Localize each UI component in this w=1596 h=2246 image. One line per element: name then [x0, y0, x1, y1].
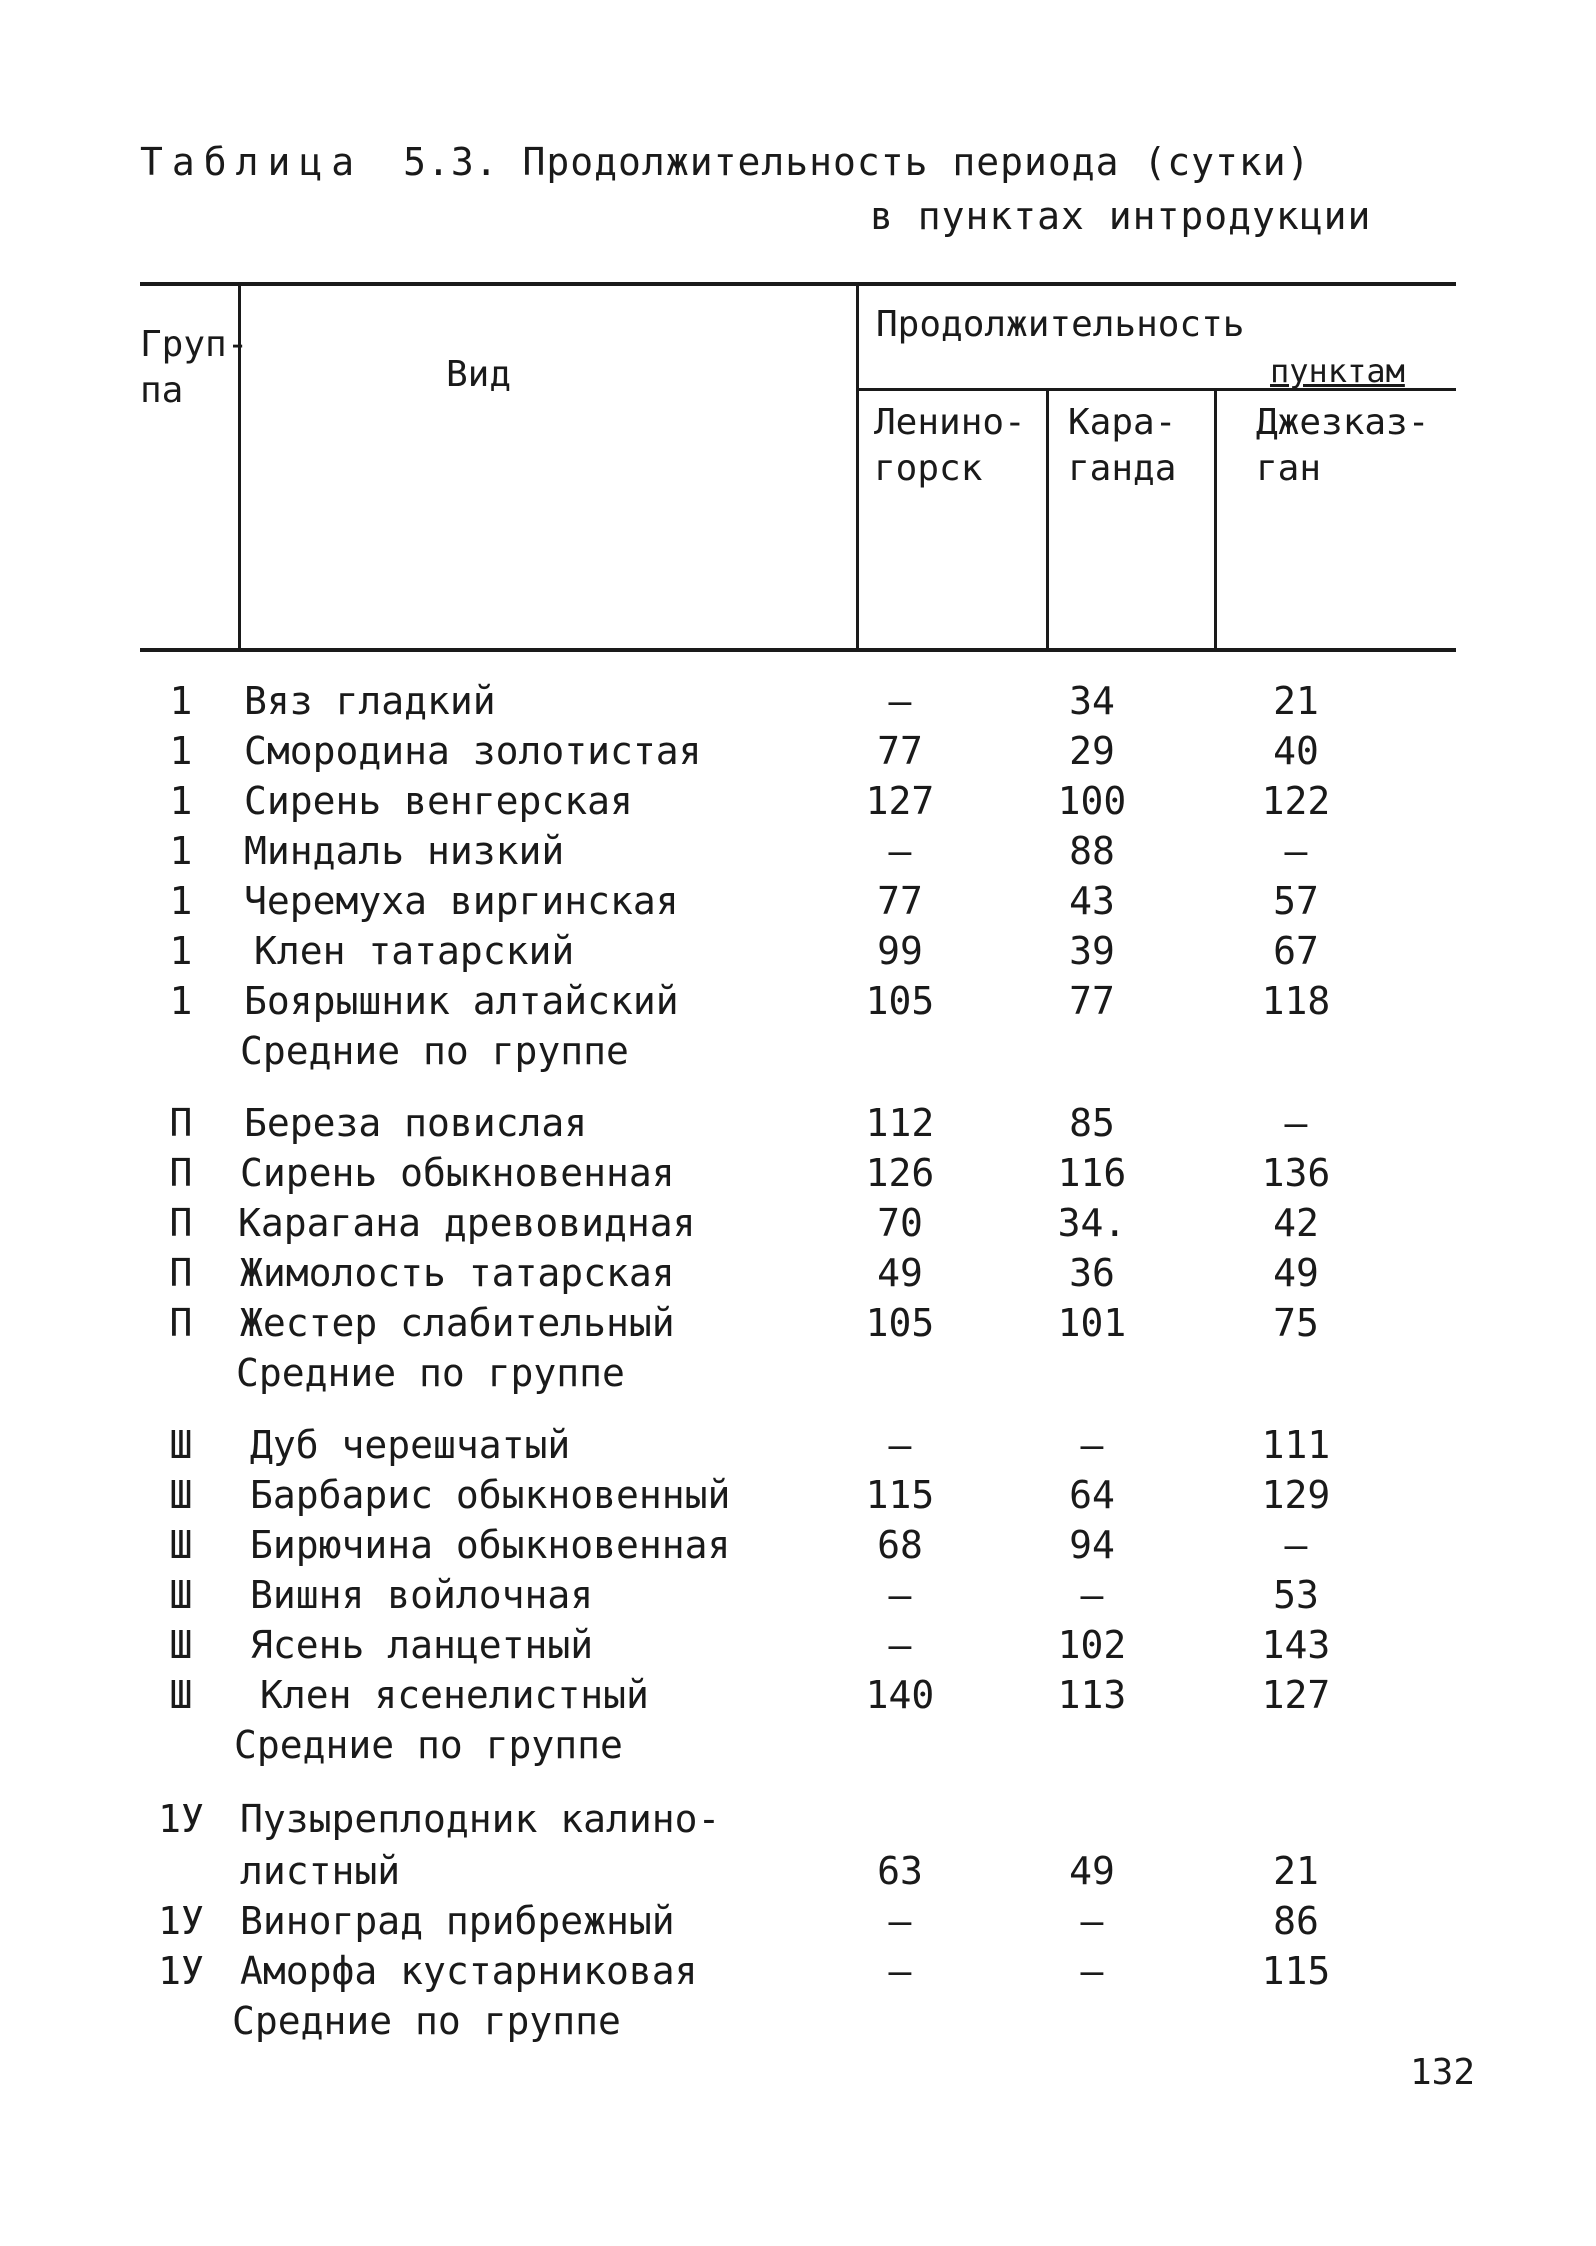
row-group: Ш — [169, 1523, 193, 1567]
row-species: Виноград прибрежный — [240, 1899, 675, 1943]
row-value-location-2: 116 — [1057, 1151, 1127, 1195]
row-value-location-1: 63 — [877, 1849, 923, 1893]
row-value-location-3: – — [1284, 1523, 1308, 1567]
row-value-location-3: 67 — [1273, 929, 1319, 973]
row-value-location-1: 105 — [865, 979, 935, 1023]
row-species: Сирень венгерская — [244, 779, 633, 823]
row-species: Ясень ланцетный — [250, 1623, 594, 1667]
caption-title-continued: в пунктах интродукции — [870, 194, 1372, 238]
row-value-location-3: 143 — [1261, 1623, 1331, 1667]
row-species: Клен ясенелистный — [260, 1673, 649, 1717]
row-group: 1 — [169, 779, 193, 823]
row-species: Жестер слабительный — [240, 1301, 675, 1345]
header-location-3: Джезказ- ган — [1256, 402, 1430, 489]
header-divider-loc-1 — [1046, 390, 1049, 648]
row-value-location-3: 111 — [1261, 1423, 1331, 1467]
row-species: Смородина золотистая — [244, 729, 702, 773]
header-species: Вид — [446, 354, 512, 395]
row-value-location-1: 140 — [865, 1673, 935, 1717]
row-value-location-3: 129 — [1261, 1473, 1331, 1517]
row-value-location-1: – — [888, 1573, 912, 1617]
row-value-location-3: 115 — [1261, 1949, 1331, 1993]
row-group: Ш — [169, 1573, 193, 1617]
row-value-location-2: 36 — [1069, 1251, 1115, 1295]
header-bottom-rule — [140, 648, 1456, 652]
header-duration-continued: пунктам — [1270, 352, 1405, 390]
row-value-location-1: – — [888, 1949, 912, 1993]
header-duration: Продолжительность — [876, 304, 1245, 345]
row-species: листный — [240, 1849, 401, 1893]
row-group: Ш — [169, 1673, 193, 1717]
row-group: П — [169, 1201, 193, 1245]
row-value-location-1: – — [888, 1423, 912, 1467]
row-group: 1 — [169, 879, 193, 923]
row-value-location-2: – — [1080, 1949, 1104, 1993]
row-species: Пузыреплодник калино- — [240, 1797, 721, 1841]
header-group: Груп- па — [140, 324, 249, 411]
row-species: Средние по группе — [236, 1351, 625, 1395]
row-value-location-1: – — [888, 829, 912, 873]
row-value-location-1: 105 — [865, 1301, 935, 1345]
row-value-location-2: – — [1080, 1573, 1104, 1617]
row-value-location-3: 136 — [1261, 1151, 1331, 1195]
row-species: Аморфа кустарниковая — [240, 1949, 698, 1993]
header-divider-species — [856, 286, 859, 648]
row-group: П — [169, 1301, 193, 1345]
row-value-location-2: 101 — [1057, 1301, 1127, 1345]
row-value-location-2: 34 — [1069, 679, 1115, 723]
row-value-location-3: 75 — [1273, 1301, 1319, 1345]
row-species: Средние по группе — [234, 1723, 623, 1767]
row-value-location-3: 53 — [1273, 1573, 1319, 1617]
row-value-location-3: 122 — [1261, 779, 1331, 823]
row-value-location-3: 21 — [1273, 1849, 1319, 1893]
row-value-location-1: 99 — [877, 929, 923, 973]
row-group: 1 — [169, 679, 193, 723]
row-group: 1 — [169, 829, 193, 873]
row-value-location-1: 112 — [865, 1101, 935, 1145]
row-species: Сирень обыкновенная — [240, 1151, 675, 1195]
row-value-location-1: 127 — [865, 779, 935, 823]
row-species: Средние по группе — [240, 1029, 629, 1073]
row-group: Ш — [169, 1623, 193, 1667]
row-value-location-2: – — [1080, 1423, 1104, 1467]
row-value-location-3: 49 — [1273, 1251, 1319, 1295]
row-value-location-1: 49 — [877, 1251, 923, 1295]
caption-label: Таблица — [140, 140, 364, 184]
row-value-location-2: 113 — [1057, 1673, 1127, 1717]
row-group: 1 — [169, 729, 193, 773]
row-value-location-3: 127 — [1261, 1673, 1331, 1717]
row-value-location-3: 86 — [1273, 1899, 1319, 1943]
row-value-location-1: 70 — [877, 1201, 923, 1245]
row-species: Вяз гладкий — [244, 679, 496, 723]
row-value-location-2: 88 — [1069, 829, 1115, 873]
row-value-location-3: – — [1284, 1101, 1308, 1145]
row-value-location-1: 115 — [865, 1473, 935, 1517]
row-group: 1У — [158, 1899, 204, 1943]
row-species: Карагана древовидная — [238, 1201, 696, 1245]
row-species: Черемуха виргинская — [244, 879, 679, 923]
row-species: Барбарис обыкновенный — [250, 1473, 731, 1517]
row-value-location-2: – — [1080, 1899, 1104, 1943]
header-divider-loc-2 — [1214, 390, 1217, 648]
row-value-location-1: 77 — [877, 729, 923, 773]
row-value-location-1: – — [888, 1623, 912, 1667]
row-value-location-3: 42 — [1273, 1201, 1319, 1245]
row-group: 1 — [169, 979, 193, 1023]
row-value-location-2: 39 — [1069, 929, 1115, 973]
row-value-location-3: – — [1284, 829, 1308, 873]
row-group: 1У — [158, 1949, 204, 1993]
row-value-location-2: 94 — [1069, 1523, 1115, 1567]
row-group: 1У — [158, 1797, 204, 1841]
row-value-location-2: 34. — [1057, 1201, 1127, 1245]
caption-title: 5.3. Продолжительность периода (сутки) — [403, 140, 1311, 184]
header-location-1: Ленино- горск — [874, 402, 1026, 489]
row-value-location-2: 85 — [1069, 1101, 1115, 1145]
row-group: П — [169, 1251, 193, 1295]
header-location-2: Кара- ганда — [1068, 402, 1177, 489]
row-species: Миндаль низкий — [244, 829, 565, 873]
row-value-location-1: 126 — [865, 1151, 935, 1195]
page-number: 132 — [1410, 2052, 1476, 2093]
row-species: Вишня войлочная — [250, 1573, 594, 1617]
row-value-location-2: 77 — [1069, 979, 1115, 1023]
row-value-location-2: 64 — [1069, 1473, 1115, 1517]
row-species: Клен татарский — [254, 929, 575, 973]
row-group: Ш — [169, 1423, 193, 1467]
row-value-location-2: 43 — [1069, 879, 1115, 923]
row-species: Дуб черешчатый — [250, 1423, 571, 1467]
caption-line-1 — [140, 140, 1311, 184]
row-group: П — [169, 1101, 193, 1145]
row-species: Боярышник алтайский — [244, 979, 679, 1023]
row-value-location-1: – — [888, 1899, 912, 1943]
row-value-location-3: 21 — [1273, 679, 1319, 723]
row-value-location-3: 40 — [1273, 729, 1319, 773]
row-group: Ш — [169, 1473, 193, 1517]
row-species: Средние по группе — [232, 1999, 621, 2043]
row-group: П — [169, 1151, 193, 1195]
row-value-location-3: 57 — [1273, 879, 1319, 923]
row-value-location-2: 102 — [1057, 1623, 1127, 1667]
row-value-location-1: 77 — [877, 879, 923, 923]
row-group: 1 — [169, 929, 193, 973]
row-value-location-3: 118 — [1261, 979, 1331, 1023]
row-value-location-2: 100 — [1057, 779, 1127, 823]
row-species: Жимолость татарская — [240, 1251, 675, 1295]
header-top-rule — [140, 282, 1456, 286]
row-value-location-1: – — [888, 679, 912, 723]
row-value-location-2: 49 — [1069, 1849, 1115, 1893]
row-species: Бирючина обыкновенная — [250, 1523, 731, 1567]
row-species: Береза повислая — [244, 1101, 588, 1145]
row-value-location-2: 29 — [1069, 729, 1115, 773]
row-value-location-1: 68 — [877, 1523, 923, 1567]
